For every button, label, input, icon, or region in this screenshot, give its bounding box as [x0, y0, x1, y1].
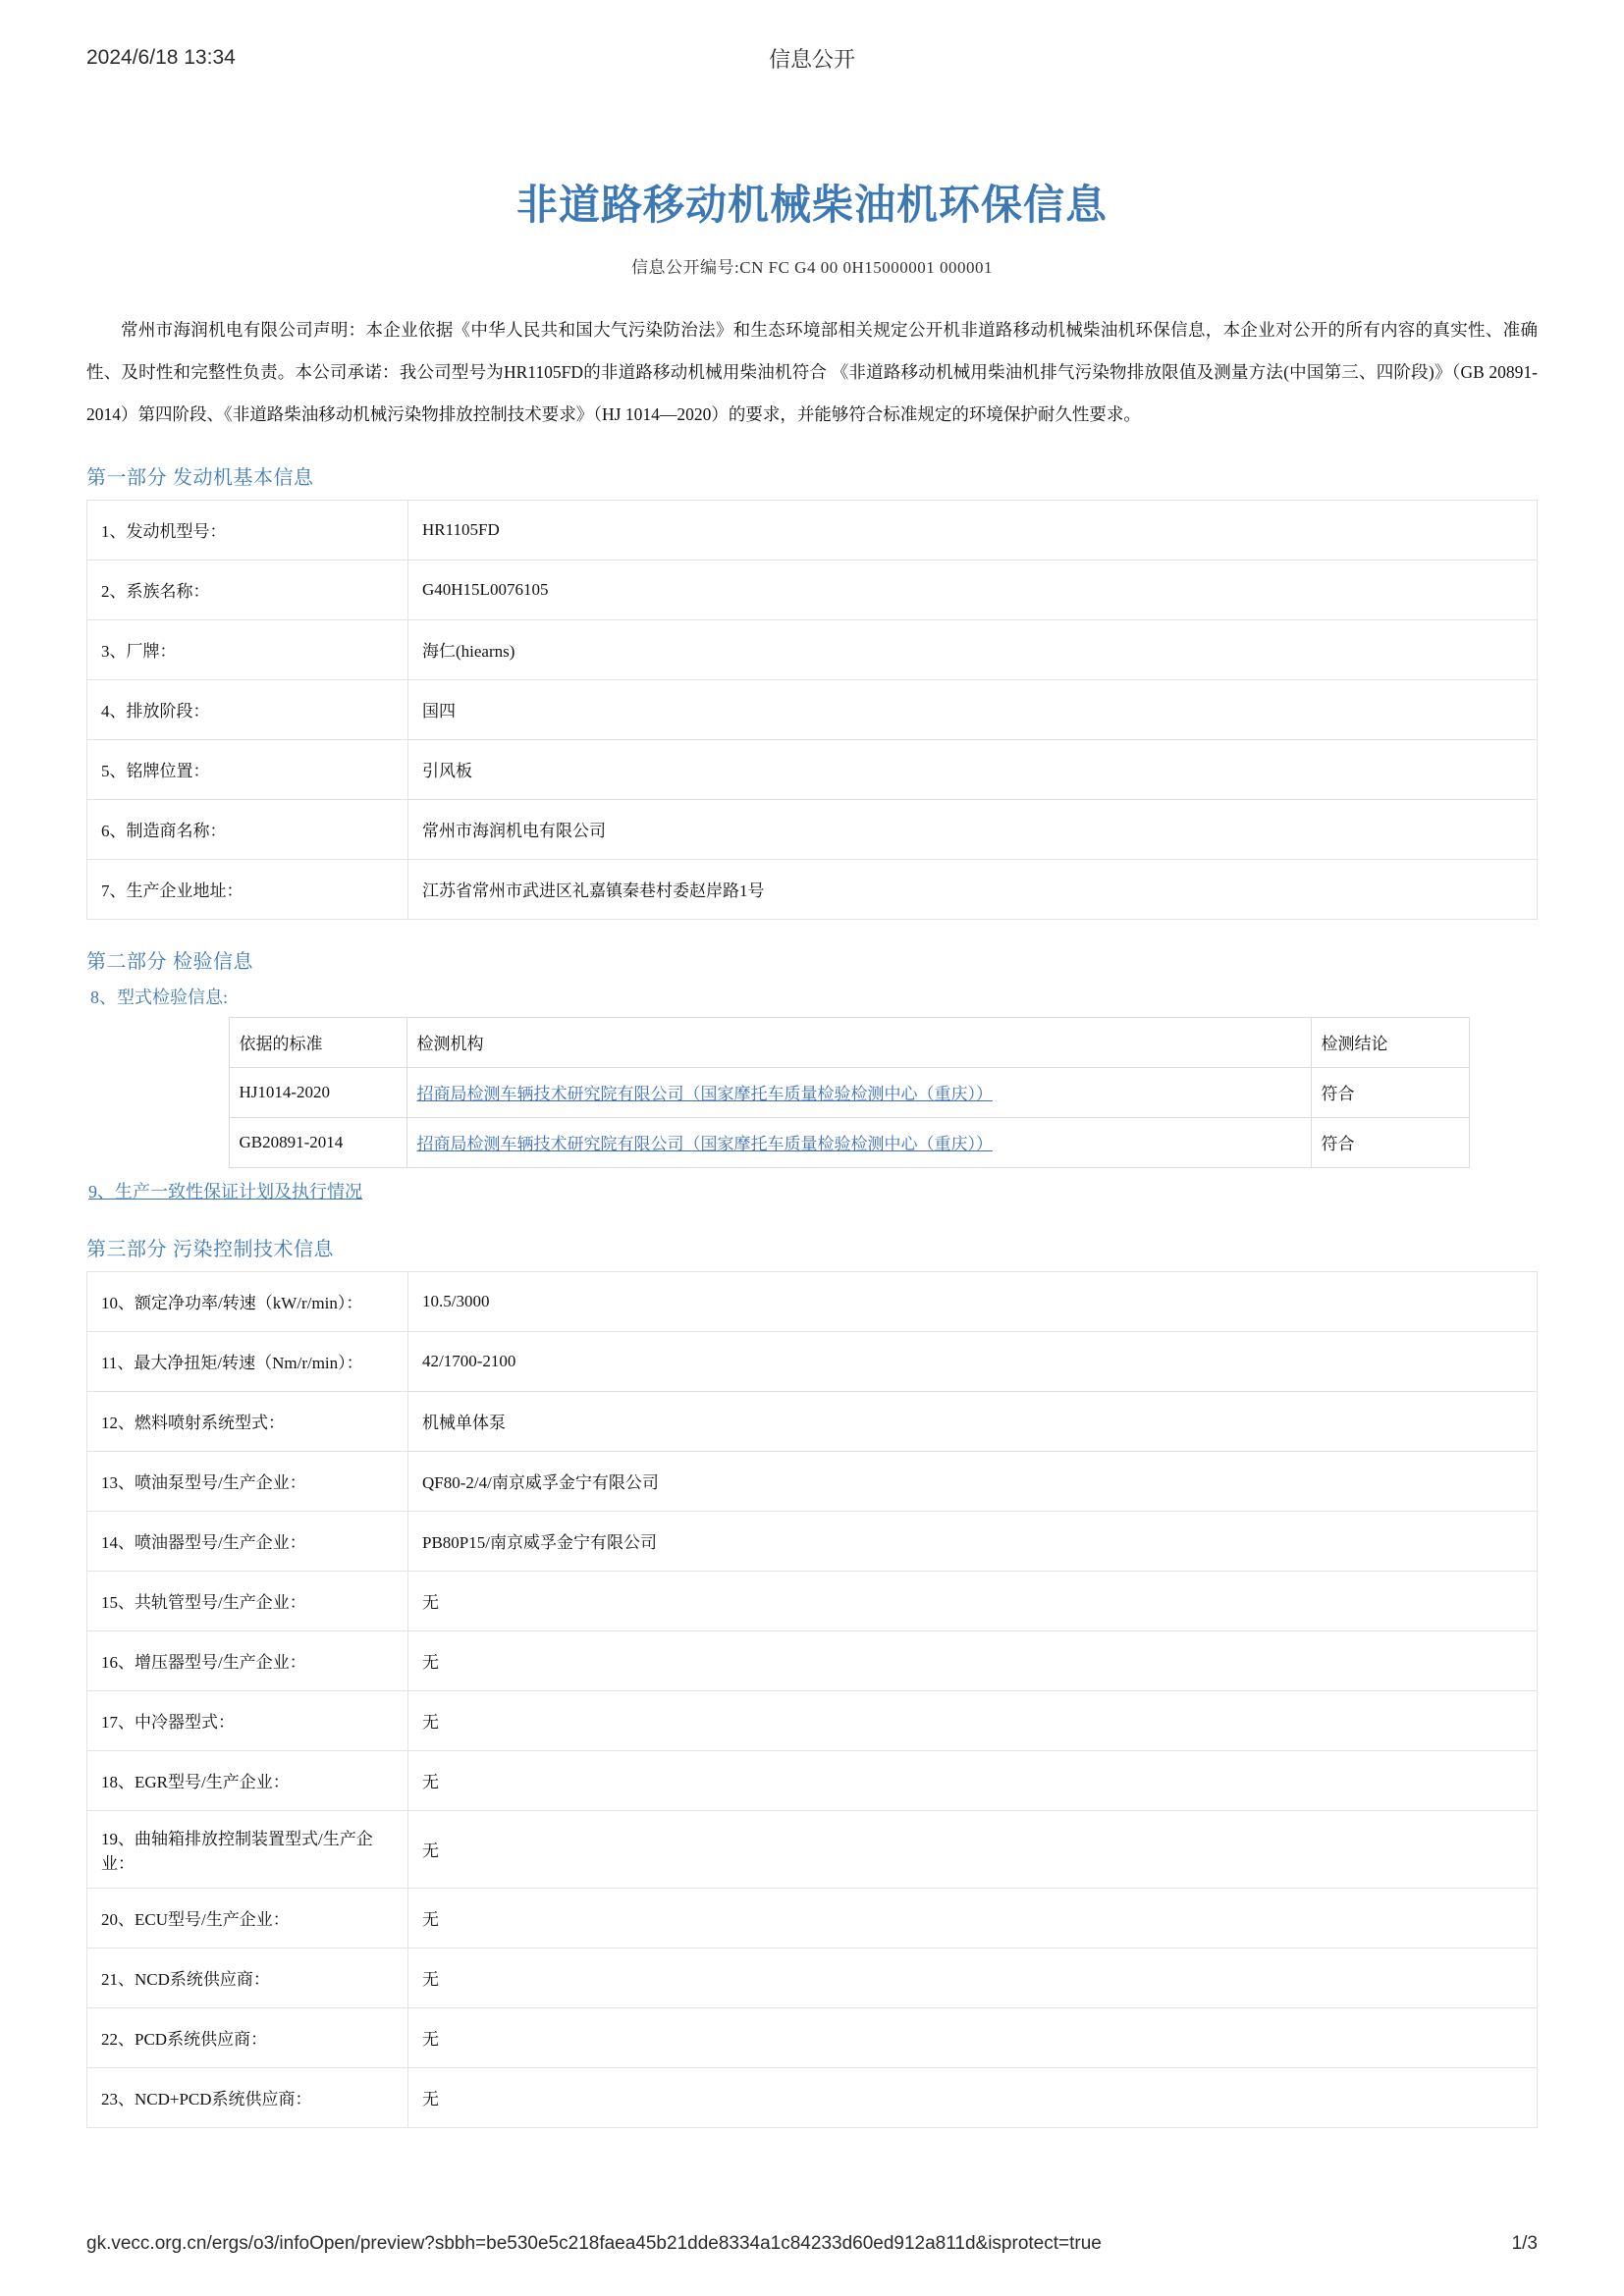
table-row — [87, 1571, 1538, 1630]
column-header-organization: 检测机构 — [406, 1017, 1311, 1067]
table-row — [87, 1888, 1538, 1948]
page-number: 1/3 — [1511, 2233, 1538, 2254]
row-label: 19、曲轴箱排放控制装置型式/生产企业： — [87, 1810, 408, 1888]
table-row — [229, 1067, 1469, 1117]
row-label: 16、增压器型号/生产企业： — [87, 1630, 408, 1690]
table-row — [87, 1690, 1538, 1750]
row-label: 20、ECU型号/生产企业： — [87, 1888, 408, 1948]
inspection-table-wrapper — [86, 1017, 1538, 1168]
table-row — [87, 1451, 1538, 1511]
row-value: PB80P15/南京威孚金宁有限公司 — [408, 1511, 1538, 1571]
row-value: 无 — [408, 2007, 1538, 2067]
inspection-org-link[interactable]: 招商局检测车辆技术研究院有限公司（国家摩托车质量检验检测中心（重庆）） — [416, 1085, 993, 1104]
column-header-standard: 依据的标准 — [229, 1017, 406, 1067]
company-statement: 常州市海润机电有限公司声明：本企业依据《中华人民共和国大气污染防治法》和生态环境部相关规定公开机非道路移动机械柴油机环保信息，本企业对公开的所有内容的真实性、准确性、及时性和完整性负责。本公司承诺：我公司型号为HR1105FD的非道路移动机械用柴油机符合 《非道路移动机械用柴油机排气污染物排放限值及测量方法(中国第三、四阶段)》（GB 20891-2014）第四阶段、《非道路柴油移动机械污染物排放控制技术要求》（HJ 1014—2020）的要求，并能够符合标准规定的环境保护耐久性要求。 — [86, 320, 1538, 424]
print-title: 信息公开 — [768, 46, 855, 72]
disclosure-number: 信息公开编号:CN FC G4 00 0H15000001 000001 — [631, 258, 993, 277]
row-value: G40H15L0076105 — [408, 560, 1538, 619]
row-label: 23、NCD+PCD系统供应商： — [87, 2067, 408, 2127]
row-label: 14、喷油器型号/生产企业： — [87, 1511, 408, 1571]
table-row — [87, 1391, 1538, 1451]
table-row — [229, 1117, 1469, 1167]
cell-result: 符合 — [1311, 1067, 1469, 1117]
table-row — [87, 2007, 1538, 2067]
cell-organization — [406, 1067, 1311, 1117]
engine-basic-info-table — [86, 500, 1538, 920]
table-row — [87, 739, 1538, 799]
table-row — [87, 1750, 1538, 1810]
row-value: 无 — [408, 1750, 1538, 1810]
table-row — [87, 500, 1538, 560]
row-label: 21、NCD系统供应商： — [87, 1948, 408, 2007]
type-inspection-label: 8、型式检验信息: — [90, 987, 229, 1007]
row-value: 国四 — [408, 679, 1538, 739]
row-value: 机械单体泵 — [408, 1391, 1538, 1451]
cell-result: 符合 — [1311, 1117, 1469, 1167]
row-value: 无 — [408, 1630, 1538, 1690]
row-label: 10、额定净功率/转速（kW/r/min）： — [87, 1271, 408, 1331]
row-value: 江苏省常州市武进区礼嘉镇秦巷村委赵岸路1号 — [408, 859, 1538, 919]
production-consistency-link[interactable]: 9、生产一致性保证计划及执行情况 — [88, 1181, 362, 1201]
row-label: 15、共轨管型号/生产企业： — [87, 1571, 408, 1630]
table-row — [87, 560, 1538, 619]
row-label: 2、系族名称： — [87, 560, 408, 619]
table-row — [87, 859, 1538, 919]
table-row — [87, 1630, 1538, 1690]
table-row — [87, 1810, 1538, 1888]
inspection-table — [229, 1017, 1470, 1168]
row-value: 无 — [408, 1690, 1538, 1750]
table-row — [87, 1271, 1538, 1331]
print-date: 2024/6/18 13:34 — [86, 46, 236, 69]
row-label: 4、排放阶段： — [87, 679, 408, 739]
row-value: 无 — [408, 1948, 1538, 2007]
row-label: 6、制造商名称： — [87, 799, 408, 859]
row-label: 12、燃料喷射系统型式： — [87, 1391, 408, 1451]
row-label: 17、中冷器型式： — [87, 1690, 408, 1750]
print-header — [86, 0, 1538, 88]
row-value: 引风板 — [408, 739, 1538, 799]
print-footer — [86, 2233, 1538, 2255]
table-row — [87, 1511, 1538, 1571]
table-row — [87, 1948, 1538, 2007]
row-label: 22、PCD系统供应商： — [87, 2007, 408, 2067]
row-label: 7、生产企业地址： — [87, 859, 408, 919]
inspection-org-link[interactable]: 招商局检测车辆技术研究院有限公司（国家摩托车质量检验检测中心（重庆）） — [416, 1135, 993, 1154]
cell-standard: HJ1014-2020 — [229, 1067, 406, 1117]
row-label: 5、铭牌位置： — [87, 739, 408, 799]
table-row — [87, 1331, 1538, 1391]
cell-standard: GB20891-2014 — [229, 1117, 406, 1167]
table-row — [87, 2067, 1538, 2127]
row-value: 常州市海润机电有限公司 — [408, 799, 1538, 859]
column-header-result: 检测结论 — [1311, 1017, 1469, 1067]
source-url: gk.vecc.org.cn/ergs/o3/infoOpen/preview?sbbh=be530e5c218faea45b21dde8334a1c84233d60ed912a811d&isprotect=true — [86, 2233, 1102, 2254]
row-value: HR1105FD — [408, 500, 1538, 560]
row-value: QF80-2/4/南京威孚金宁有限公司 — [408, 1451, 1538, 1511]
page-title: 非道路移动机械柴油机环保信息 — [515, 182, 1108, 228]
row-label: 13、喷油泵型号/生产企业： — [87, 1451, 408, 1511]
section-heading-part2: 第二部分 检验信息 — [86, 950, 254, 973]
section-heading-part1: 第一部分 发动机基本信息 — [86, 466, 314, 489]
row-value: 无 — [408, 1810, 1538, 1888]
row-label: 18、EGR型号/生产企业： — [87, 1750, 408, 1810]
table-header-row — [229, 1017, 1469, 1067]
row-label: 11、最大净扭矩/转速（Nm/r/min）： — [87, 1331, 408, 1391]
pollution-control-table — [86, 1271, 1538, 2128]
row-value: 无 — [408, 1888, 1538, 1948]
row-label: 1、发动机型号： — [87, 500, 408, 560]
row-value: 海仁(hiearns) — [408, 619, 1538, 679]
cell-organization — [406, 1117, 1311, 1167]
table-row — [87, 619, 1538, 679]
table-row — [87, 679, 1538, 739]
table-row — [87, 799, 1538, 859]
row-label: 3、厂牌： — [87, 619, 408, 679]
row-value: 无 — [408, 1571, 1538, 1630]
row-value: 42/1700-2100 — [408, 1331, 1538, 1391]
row-value: 无 — [408, 2067, 1538, 2127]
section-heading-part3: 第三部分 污染控制技术信息 — [86, 1238, 335, 1260]
row-value: 10.5/3000 — [408, 1271, 1538, 1331]
